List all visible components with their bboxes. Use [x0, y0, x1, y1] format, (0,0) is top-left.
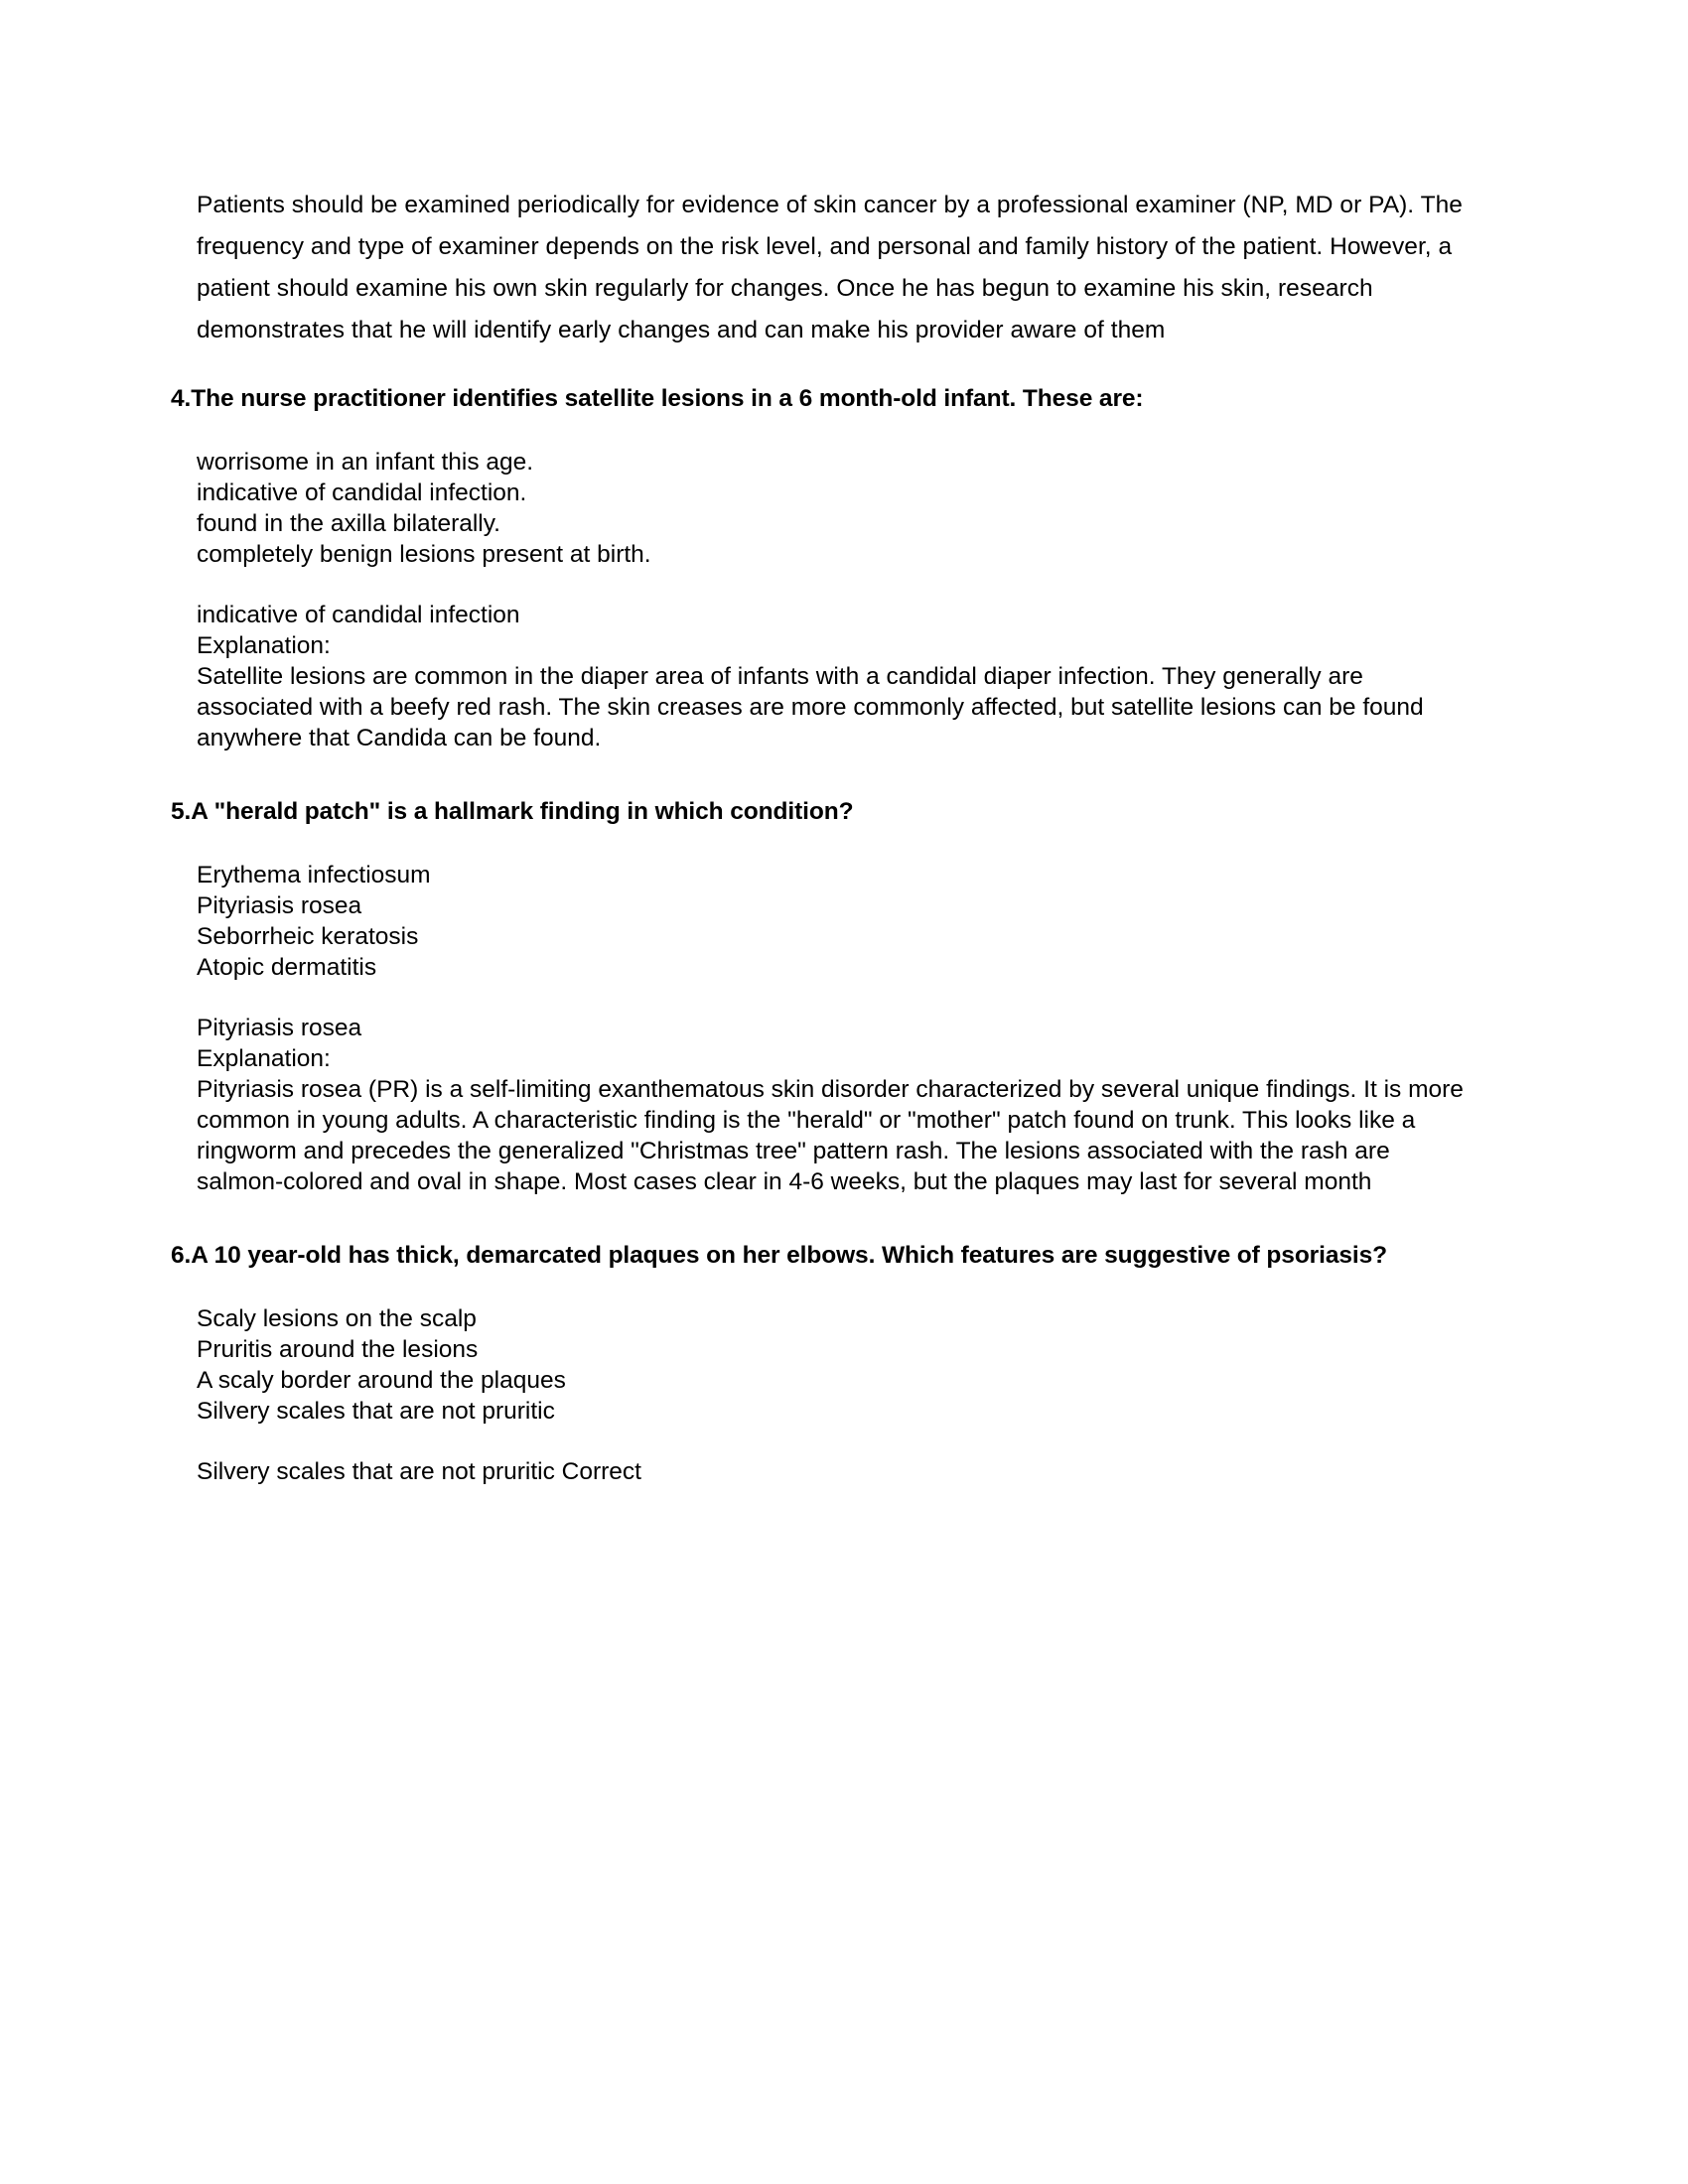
option-item[interactable]: Pruritis around the lesions: [197, 1336, 479, 1363]
question-6-answer-block: [197, 1456, 1477, 1487]
correct-answer: Pityriasis rosea: [197, 1015, 362, 1041]
question-6-heading: [171, 1235, 1503, 1277]
question-4-stem: The nurse practitioner identifies satellite lesions in a 6 month-old infant. These are:: [191, 385, 1144, 412]
option-item[interactable]: Atopic dermatitis: [197, 954, 377, 981]
option-item[interactable]: completely benign lesions present at birth.: [197, 541, 651, 568]
explanation-text: Satellite lesions are common in the diaper area of infants with a candidal diaper infection. They generally are associated with a beefy red rash. The skin creases are more commonly affected, but satellite lesions can be found anywhere that Candida can be found.: [197, 663, 1424, 751]
spacer: [171, 983, 1481, 1013]
document-content: [171, 185, 1481, 1487]
question-5-stem: A "herald patch" is a hallmark finding in which condition?: [191, 798, 854, 825]
option-item[interactable]: Scaly lesions on the scalp: [197, 1305, 477, 1332]
spacer: [171, 1197, 1481, 1235]
question-6-stem: A 10 year-old has thick, demarcated plaques on her elbows. Which features are suggestive of psoriasis?: [191, 1242, 1387, 1269]
spacer: [171, 833, 1481, 860]
question-4-options: [197, 447, 1481, 570]
question-5-answer-block: [197, 1013, 1477, 1197]
explanation-label: Explanation:: [197, 632, 331, 659]
option-item[interactable]: Silvery scales that are not pruritic: [197, 1398, 555, 1425]
intro-paragraph: Patients should be examined periodically for evidence of skin cancer by a professional examiner (NP, MD or PA). The frequency and type of examiner depends on the risk level, and personal and family history of the patient. However, a patient should examine his own skin regularly for changes. Once he has begun to examine his skin, research demonstrates that he will identify early changes and can make his provider aware of them: [197, 192, 1463, 343]
spacer: [171, 753, 1481, 791]
explanation-text: Pityriasis rosea (PR) is a self-limiting exanthematous skin disorder characterized by several unique findings. It is more common in young adults. A characteristic finding is the "herald" or "mother" patch found on trunk. This looks like a ringworm and precedes the generalized "Christmas tree" pattern rash. The lesions associated with the rash are salmon-colored and oval in shape. Most cases clear in 4-6 weeks, but the plaques may last for several month: [197, 1076, 1464, 1195]
spacer: [171, 1427, 1481, 1456]
option-item[interactable]: worrisome in an infant this age.: [197, 449, 534, 476]
question-4-answer-block: [197, 600, 1477, 753]
option-item[interactable]: found in the axilla bilaterally.: [197, 510, 500, 537]
question-5-number: 5.: [171, 798, 192, 825]
question-6-options: [197, 1303, 1481, 1427]
spacer: [171, 570, 1481, 600]
option-item[interactable]: Seborrheic keratosis: [197, 923, 419, 950]
question-6-number: 6.: [171, 1242, 192, 1269]
question-4-number: 4.: [171, 385, 192, 412]
option-item[interactable]: Erythema infectiosum: [197, 862, 431, 888]
spacer: [171, 351, 1481, 378]
explanation-label: Explanation:: [197, 1045, 331, 1072]
correct-answer: Silvery scales that are not pruritic Correct: [197, 1458, 641, 1485]
question-5-options: [197, 860, 1481, 983]
spacer: [171, 420, 1481, 447]
question-4-heading: [171, 378, 1503, 420]
option-item[interactable]: Pityriasis rosea: [197, 892, 362, 919]
option-item[interactable]: indicative of candidal infection.: [197, 479, 527, 506]
correct-answer: indicative of candidal infection: [197, 602, 520, 628]
question-5-heading: [171, 791, 1503, 833]
option-item[interactable]: A scaly border around the plaques: [197, 1367, 566, 1394]
spacer: [171, 1277, 1481, 1303]
